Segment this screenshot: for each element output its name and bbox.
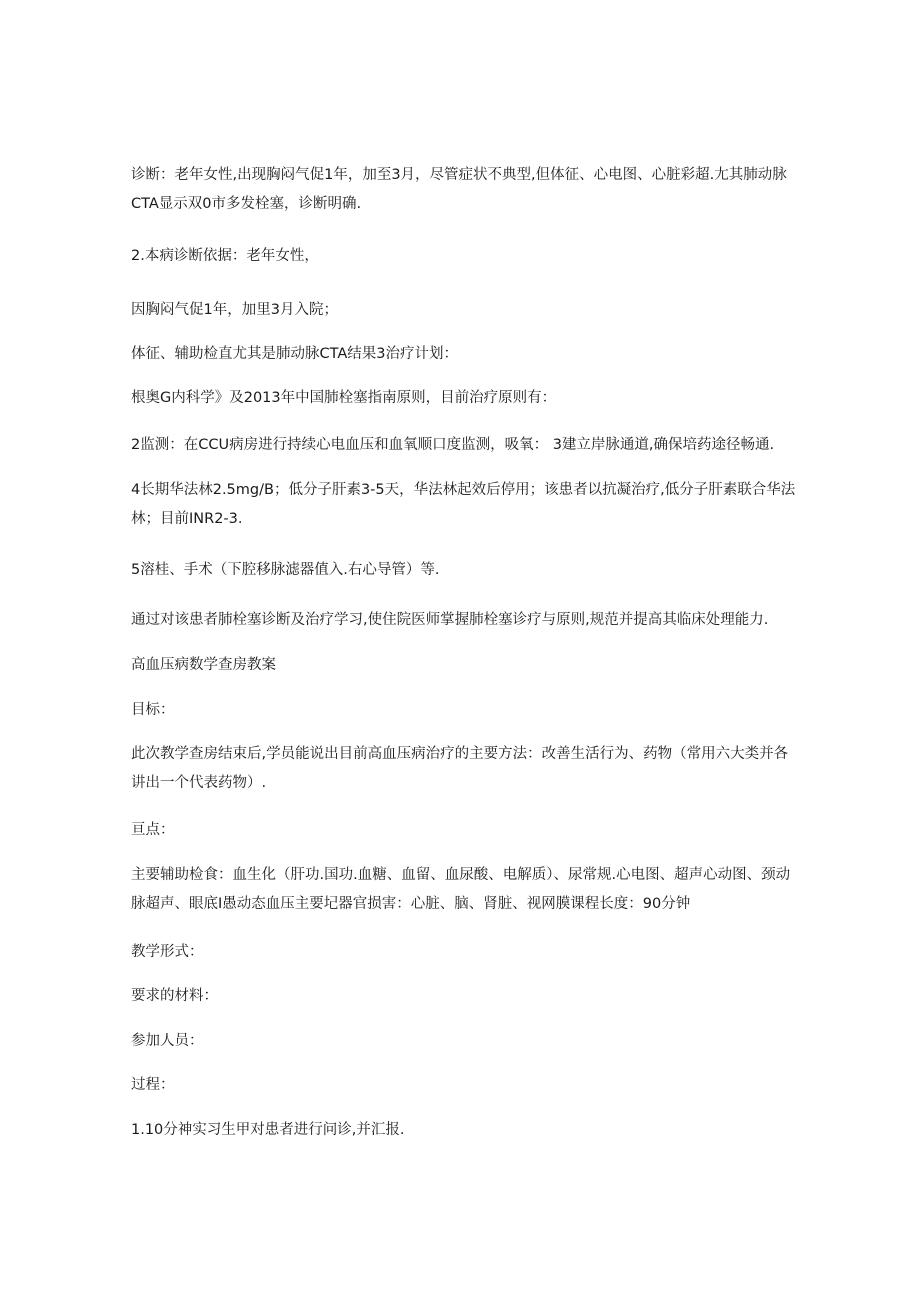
paragraph-treatment-plan: 体征、辅助检直尤其是肺动脉CTA结果3治疗计划： bbox=[131, 346, 458, 362]
heading-materials: 要求的材料： bbox=[131, 988, 218, 1004]
paragraph-guideline: 根奥G内科学》及2013年中国肺栓塞指南原则，目前治疗原则有： bbox=[131, 390, 557, 406]
paragraph-anticoagulation: 4长期华法林2.5mg∕B；低分子肝素3-5天，华法林起效后停用；该患者以抗凝治疗,低分子肝素联合华法林；目前INR2-3. bbox=[131, 482, 796, 527]
paragraph-diagnosis: 诊断：老年女性,出现胸闷气促1年，加至3月，尽管症状不典型,但体征、心电图、心脏彩超.尢其肺动脉CTA显示双0市多发栓塞，诊断明确. bbox=[131, 167, 787, 212]
paragraph-process-step-1: 1.10分神实习生甲对患者进行问诊,并汇报. bbox=[131, 1122, 405, 1138]
heading-key-points: 亘点： bbox=[131, 822, 175, 838]
heading-teaching-form: 教学形式： bbox=[131, 944, 204, 960]
section-title-hypertension: 高血压病数学查房教案 bbox=[131, 657, 276, 673]
heading-process: 过程： bbox=[131, 1077, 175, 1093]
paragraph-monitoring: 2监测：在CCU病房进行持续心电血压和血氧顺口度监测，吸氧： 3建立岸脉通道,确保培药途径畅通. bbox=[131, 437, 775, 453]
paragraph-objective: 此次教学查房结束后,学员能说出目前高血压病治疗的主要方法：改善生活行为、药物（常用六大类并各讲出一个代表药物）. bbox=[131, 746, 789, 791]
heading-participants: 参加人员： bbox=[131, 1033, 204, 1049]
paragraph-key-points: 主要辅助检食：血生化（肝功.国功.血糖、血留、血尿酸、电解质）、尿常规.心电图、超声心动图、颈动脉超声、眼底I愚动态血压主要圮器官损害：心脏、脑、肾脏、视网膜课程长度：90分钟 bbox=[131, 867, 791, 912]
paragraph-learning-goal: 通过对该患者肺栓塞诊断及治疗学习,使住院医师掌握肺栓塞诊疗与原则,规范并提高其临床处理能力. bbox=[131, 612, 769, 628]
paragraph-thrombolysis: 5溶桂、手术（下腔移脉滤器值入.右心导管）等. bbox=[131, 562, 440, 578]
paragraph-diagnosis-basis: 2.本病诊断依据：老年女性， bbox=[131, 248, 319, 264]
heading-objective: 目标： bbox=[131, 702, 175, 718]
paragraph-admission-reason: 因胸闷气促1年，加里3月入院； bbox=[131, 302, 338, 318]
